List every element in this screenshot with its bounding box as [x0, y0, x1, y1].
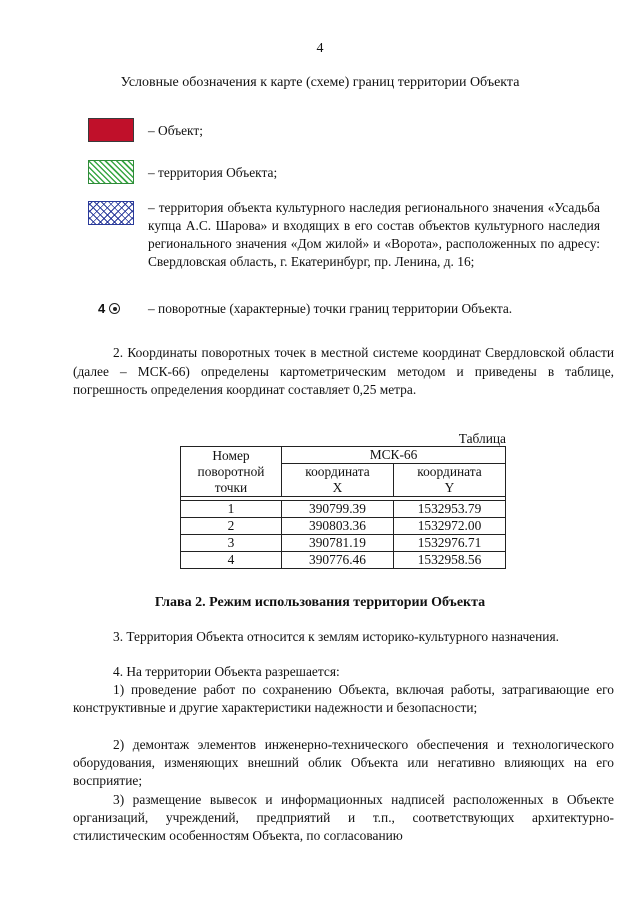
cell-y: 1532958.56: [394, 552, 506, 569]
header-x: [282, 464, 394, 497]
list-item-1: 1) проведение работ по сохранению Объекта, включая работы, затрагивающие его конструктивные и другие характеристики надежности и безопасности;: [73, 682, 614, 715]
cell-y: 1532976.71: [394, 535, 506, 552]
table-caption: Таблица: [458, 431, 506, 446]
paragraph-3: 3. Территория Объекта относится к землям историко-культурного назначения.: [113, 629, 559, 644]
territory-swatch: [88, 160, 134, 184]
legend-item-object: [88, 118, 608, 146]
cell-y: 1532972.00: [394, 518, 506, 535]
target-point-icon: [109, 303, 120, 314]
legend-territory-text: – территория Объекта;: [148, 165, 278, 180]
cell-point-number: 2: [181, 518, 282, 535]
legend-title: Условные обозначения к карте (схеме) границ территории Объекта: [120, 75, 520, 90]
list-item-3: 3) размещение вывесок и информационных надписей расположенных в Объекте организаций, учреждений, предприятий и т.п., соответствующих архитектурно-стилистическим особенностям Объекта, по согласованию: [73, 792, 614, 843]
header-y-label: координата: [417, 464, 482, 479]
table-row: [181, 518, 506, 535]
cell-point-number: 1: [181, 501, 282, 518]
cell-x: 390803.36: [282, 518, 394, 535]
table-row: [181, 501, 506, 518]
header-x-axis: X: [332, 480, 343, 495]
paragraph-2: 2. Координаты поворотных точек в местной системе координат Свердловской области (далее – МСК-66) определены картометрическим методом и приведены в таблице, погрешность определения координат составляет 0,25 метра.: [73, 345, 614, 397]
header-coordinate-system: МСК-66: [282, 447, 506, 464]
legend-item-territory: [88, 160, 608, 188]
cell-x: 390776.46: [282, 552, 394, 569]
table-row: [181, 535, 506, 552]
legend-points-text: – поворотные (характерные) точки границ территории Объекта.: [148, 301, 513, 316]
cell-point-number: 3: [181, 535, 282, 552]
point-symbol: [98, 300, 120, 317]
object-swatch: [88, 118, 134, 142]
legend-item-points: [88, 300, 608, 320]
legend-item-heritage: [88, 199, 608, 291]
legend-heritage-text: – территория объекта культурного наследия регионального значения «Усадьба купца А.С. Шарова» и входящих в его состав объектов культурного наследия регионального значения «Дом жилой» и «Ворота», расположенных по адресу: Свердловская область, г. Екатеринбург, пр. Ленина, д. 16;: [148, 200, 600, 269]
table-row: [181, 552, 506, 569]
point-number: 4: [98, 301, 106, 316]
header-y-axis: Y: [444, 480, 455, 495]
coordinates-table: [180, 446, 506, 569]
list-item-2: 2) демонтаж элементов инженерно-технического обеспечения и технологического оборудования, изменяющих внешний облик Объекта или негативно влияющих на его восприятие;: [73, 737, 614, 788]
heritage-swatch: [88, 201, 134, 225]
header-y: [394, 464, 506, 497]
header-point-number: Номер поворотной точки: [181, 447, 282, 497]
cell-point-number: 4: [181, 552, 282, 569]
cell-x: 390799.39: [282, 501, 394, 518]
paragraph-4: 4. На территории Объекта разрешается:: [113, 664, 340, 679]
chapter-title: Глава 2. Режим использования территории Объекта: [154, 595, 486, 610]
legend-object-text: – Объект;: [148, 123, 203, 138]
cell-x: 390781.19: [282, 535, 394, 552]
cell-y: 1532953.79: [394, 501, 506, 518]
header-x-label: координата: [305, 464, 370, 479]
page-number: 4: [316, 41, 324, 56]
